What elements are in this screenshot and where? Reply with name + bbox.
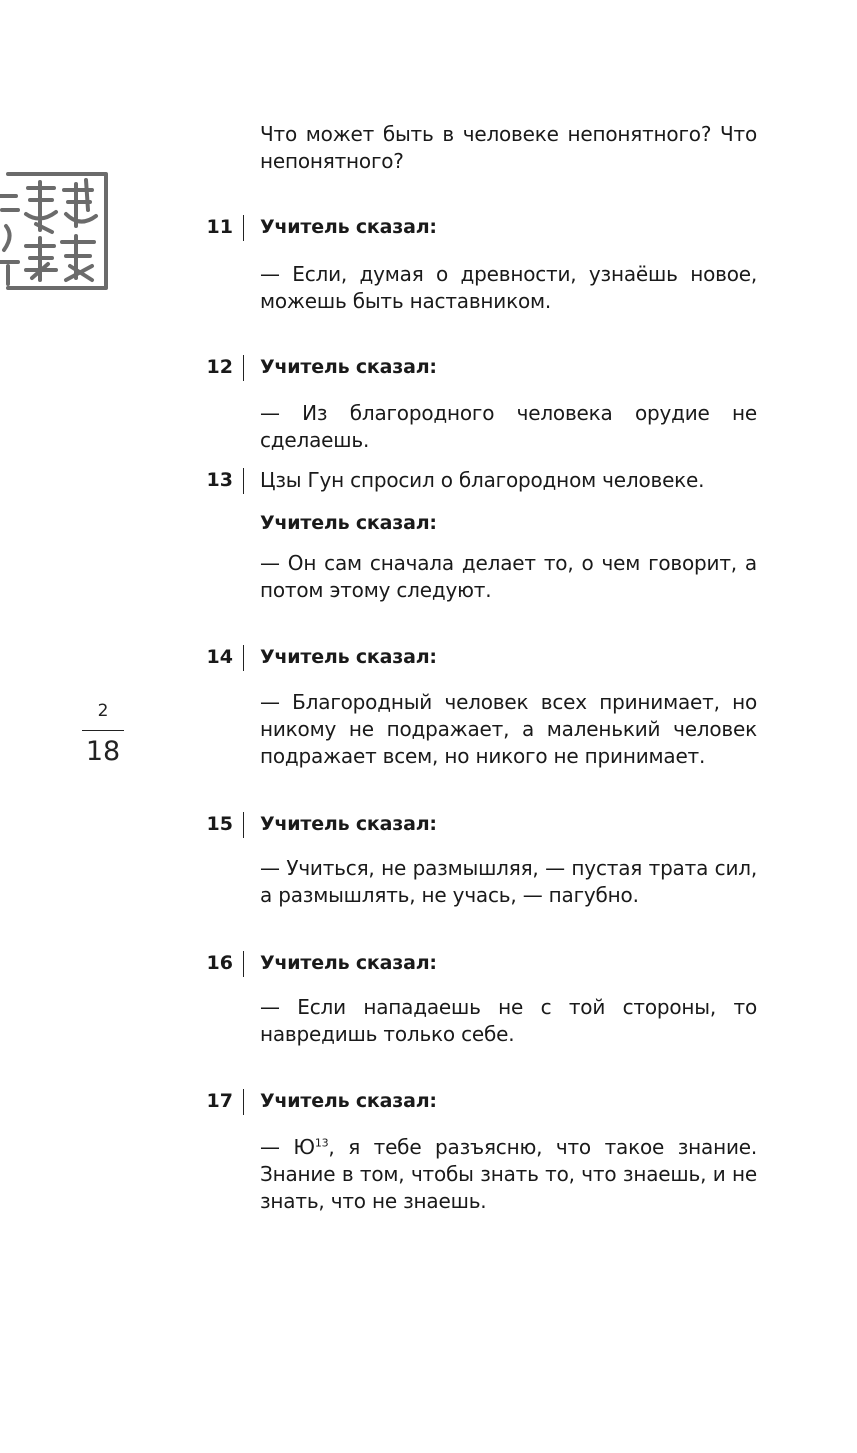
section-body (260, 1134, 757, 1215)
section-divider (243, 645, 244, 671)
section-divider (243, 215, 244, 241)
section-body: — Благородный человек всех принимает, но никому не подражает, а маленький человек подражает всем, но никого не принимает. (260, 690, 757, 768)
section-heading: Учитель сказал: (260, 1090, 437, 1112)
section-divider (243, 812, 244, 838)
section-number: 11 (206, 216, 233, 238)
footnote-marker[interactable]: 13 (314, 1136, 329, 1150)
intro-paragraph: Что может быть в человеке непонятного? Что непонятного? (260, 122, 757, 173)
section-body: — Если, думая о древности, узнаёшь новое, можешь быть наставником. (260, 262, 757, 313)
section-number: 15 (206, 813, 233, 835)
section-number: 14 (206, 646, 233, 668)
section-body: — Он сам сначала делает то, о чем говорит, а потом этому следуют. (260, 551, 757, 602)
section-lead: Цзы Гун спросил о благородном человеке. (260, 468, 705, 492)
body-start: — Ю (260, 1135, 315, 1159)
section-number: 13 (206, 469, 233, 491)
body-rest: , я тебе разъясню, что такое знание. Знание в том, чтобы знать то, что знаешь, и не знать, что не знаешь. (260, 1135, 758, 1213)
section-number: 12 (206, 356, 233, 378)
section-heading: Учитель сказал: (260, 952, 437, 974)
section-body: — Учиться, не размышляя, — пустая трата сил, а размышлять, не учась, — пагубно. (260, 856, 757, 907)
section-heading: Учитель сказал: (260, 216, 437, 238)
section-divider (243, 1089, 244, 1115)
section-heading: Учитель сказал: (260, 646, 437, 668)
section-divider (243, 468, 244, 494)
chapter-number: 2 (97, 701, 109, 721)
section-heading: Учитель сказал: (260, 356, 437, 378)
section-body: — Из благородного человека орудие не сделаешь. (260, 401, 757, 452)
section-body: — Если нападаешь не с той стороны, то навредишь только себе. (260, 995, 757, 1046)
section-number: 17 (206, 1090, 233, 1112)
section-heading: Учитель сказал: (260, 813, 437, 835)
section-heading: Учитель сказал: (260, 512, 437, 534)
section-divider (243, 951, 244, 977)
seal-stamp-icon (0, 166, 114, 294)
chapter-divider (82, 730, 124, 731)
page-number: 18 (85, 736, 121, 767)
section-divider (243, 355, 244, 381)
section-number: 16 (206, 952, 233, 974)
chapter-page-marker (78, 700, 128, 767)
